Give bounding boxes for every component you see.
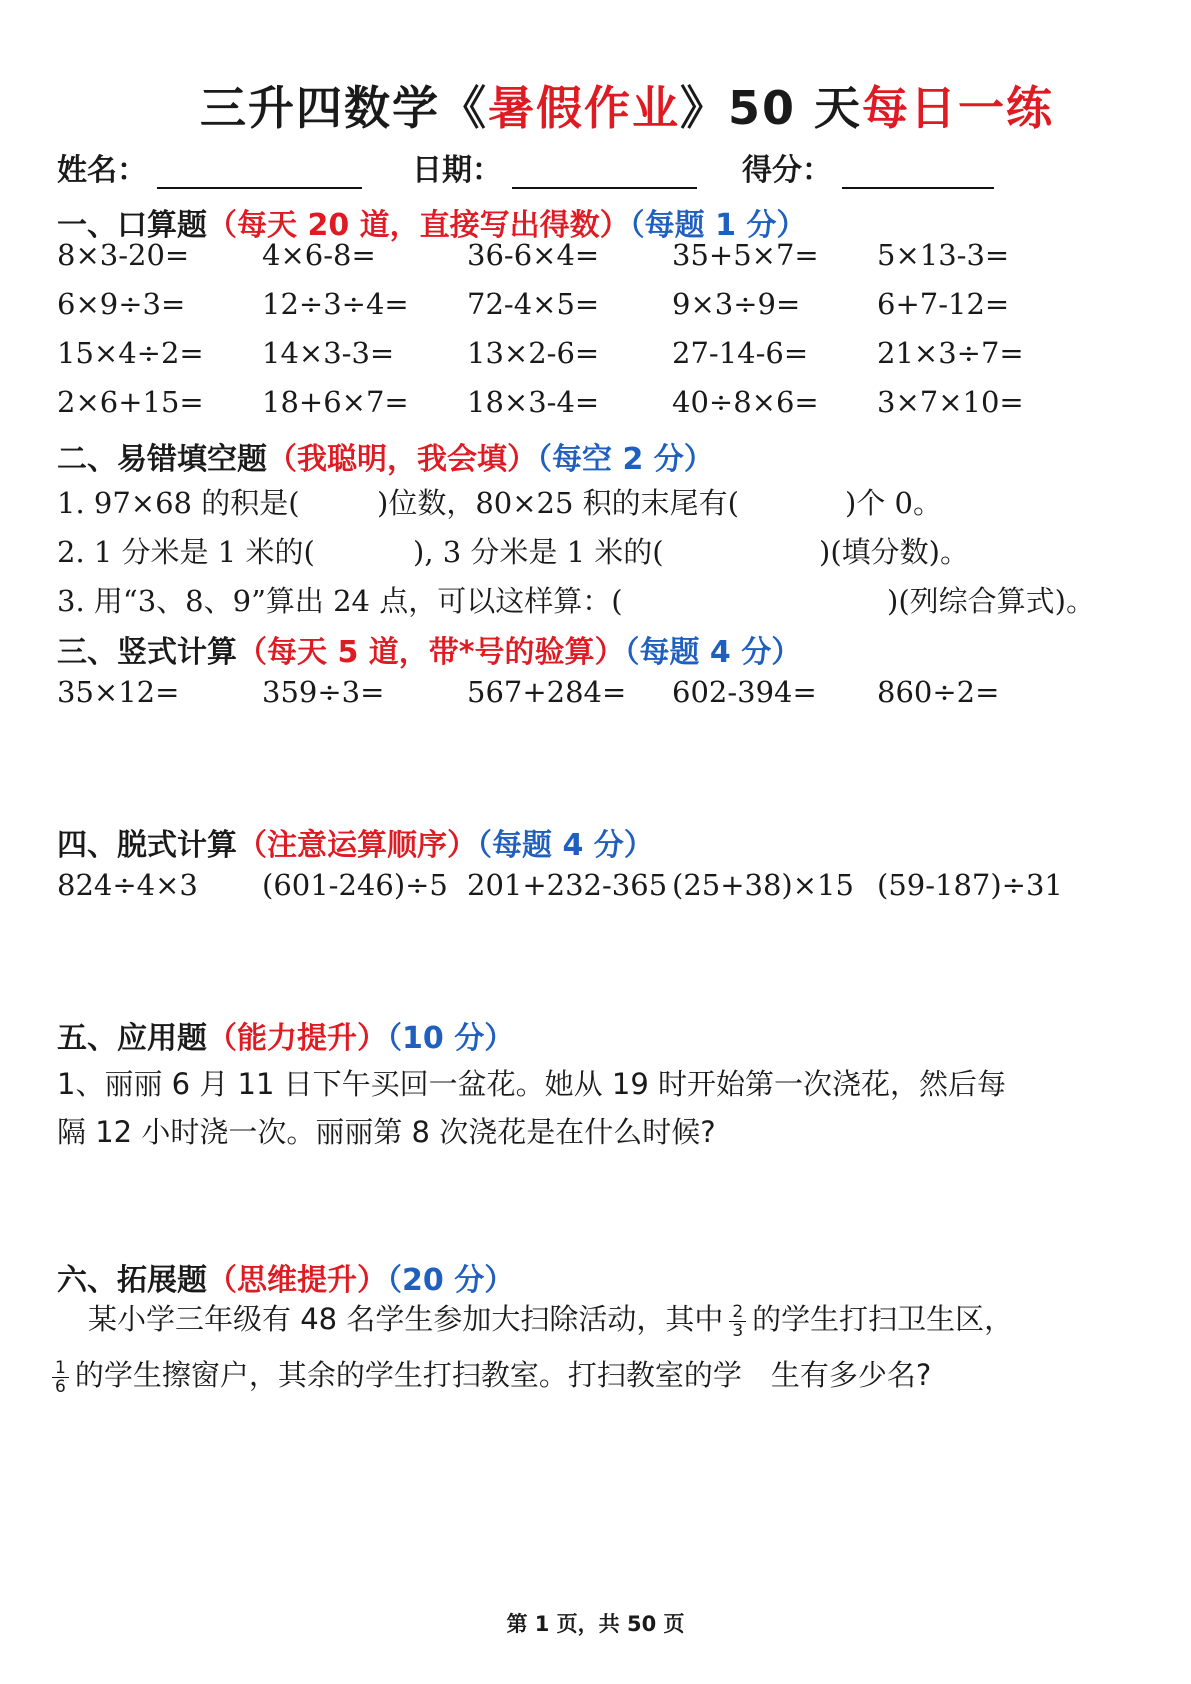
mental-item: 15×4÷2= (57, 336, 204, 370)
mental-item: 9×3÷9= (672, 287, 801, 321)
vertical-calc-row (57, 675, 1157, 719)
stepwise-item: 824÷4×3 (57, 868, 198, 902)
mental-item: 35+5×7= (672, 238, 819, 272)
mental-item: 14×3-3= (262, 336, 395, 370)
mental-row (57, 336, 1157, 380)
mental-row (57, 287, 1157, 331)
word-problem-line-2: 隔 12 小时浇一次。丽丽第 8 次浇花是在什么时候? (57, 1115, 716, 1149)
fraction-two-thirds (729, 1303, 746, 1340)
fill-text: 1. 97×68 的积是( (57, 486, 300, 520)
section-note: （每天 20 道，直接写出得数） (207, 208, 630, 243)
section-points: （每题 4 分） (477, 828, 654, 863)
title-part-3: 》50 天 (680, 81, 863, 135)
section-label: 四、脱式计算 (57, 828, 237, 863)
mental-item: 36-6×4= (467, 238, 600, 272)
page-title (200, 72, 1054, 138)
stepwise-item: (601-246)÷5 (262, 868, 448, 902)
name-field[interactable] (57, 145, 362, 189)
section-label: 一、口算题 (57, 208, 207, 243)
stepwise-item: (25+38)×15 (672, 868, 854, 902)
mental-row (57, 238, 1157, 282)
section-points: （20 分） (387, 1263, 515, 1298)
extension-text: 的学生打扫卫生区， (752, 1302, 1014, 1336)
date-field[interactable] (412, 145, 697, 189)
fraction-numerator: 1 (52, 1359, 69, 1378)
fill-text: ), 3 分米是 1 米的( (413, 535, 664, 569)
fill-text: )位数，80×25 积的末尾有( (377, 486, 739, 520)
fraction-numerator: 2 (729, 1303, 746, 1322)
mental-item: 12÷3÷4= (262, 287, 409, 321)
fill-text: )(填分数)。 (819, 535, 969, 569)
vertical-item: 35×12= (57, 675, 180, 709)
date-label: 日期： (412, 153, 502, 188)
section-heading-5 (57, 1013, 514, 1057)
date-blank[interactable] (512, 153, 697, 189)
fill-text: )(列综合算式)。 (887, 584, 1095, 618)
title-part-2: 暑假作业 (488, 81, 680, 135)
mental-item: 4×6-8= (262, 238, 376, 272)
mental-item: 18×3-4= (467, 385, 600, 419)
mental-row (57, 385, 1157, 429)
fill-text: 3. 用“3、8、9”算出 24 点，可以这样算：( (57, 584, 623, 618)
mental-item: 6×9÷3= (57, 287, 186, 321)
fill-question-1 (57, 481, 1157, 525)
name-label: 姓名： (57, 153, 147, 188)
mental-item: 6+7-12= (877, 287, 1010, 321)
name-blank[interactable] (157, 153, 362, 189)
extension-text: 某小学三年级有 48 名学生参加大扫除活动，其中 (88, 1302, 724, 1336)
page-footer: 第 1 页，共 50 页 (506, 1612, 685, 1636)
section-note: （注意运算顺序） (237, 828, 477, 863)
extension-line-2 (52, 1353, 931, 1396)
mental-item: 21×3÷7= (877, 336, 1024, 370)
score-blank[interactable] (842, 153, 994, 189)
section-note: （能力提升） (207, 1021, 387, 1056)
extension-line-1 (88, 1297, 1013, 1340)
section-note: （每天 5 道，带*号的验算） (237, 635, 625, 670)
section-note: （思维提升） (207, 1263, 387, 1298)
section-points: （每题 1 分） (629, 208, 807, 243)
fraction-denominator: 6 (55, 1376, 66, 1397)
section-heading-2 (57, 434, 714, 478)
vertical-item: 860÷2= (877, 675, 1000, 709)
word-problem-line-1: 1、丽丽 6 月 11 日下午买回一盆花。她从 19 时开始第一次浇花，然后每 (57, 1067, 1007, 1101)
score-label: 得分： (742, 153, 832, 188)
fraction-one-sixth (52, 1359, 69, 1396)
section-points: （每题 4 分） (624, 635, 802, 670)
mental-item: 3×7×10= (877, 385, 1024, 419)
extension-text: 的学生擦窗户，其余的学生打扫教室。打扫教室的学 生有多少名? (74, 1358, 932, 1392)
vertical-item: 602-394= (672, 675, 817, 709)
section-points: （每空 2 分） (537, 442, 714, 477)
section-label: 六、拓展题 (57, 1263, 207, 1298)
header-fields (57, 145, 1137, 193)
mental-item: 72-4×5= (467, 287, 600, 321)
vertical-item: 567+284= (467, 675, 627, 709)
fill-text: )个 0。 (845, 486, 942, 520)
section-label: 二、易错填空题 (57, 442, 267, 477)
mental-item: 13×2-6= (467, 336, 600, 370)
title-part-1: 三升四数学《 (200, 81, 488, 135)
fill-text: 2. 1 分米是 1 米的( (57, 535, 315, 569)
section-heading-6 (57, 1255, 514, 1299)
fraction-denominator: 3 (732, 1320, 744, 1341)
stepwise-item: (59-187)÷31 (877, 868, 1063, 902)
fill-question-2 (57, 530, 1157, 574)
mental-item: 40÷8×6= (672, 385, 819, 419)
section-heading-4 (57, 820, 654, 864)
section-heading-3 (57, 627, 801, 671)
section-note: （我聪明，我会填） (267, 442, 537, 477)
mental-item: 2×6+15= (57, 385, 204, 419)
fill-question-3 (57, 579, 1157, 623)
mental-item: 18+6×7= (262, 385, 409, 419)
score-field[interactable] (742, 145, 994, 189)
vertical-item: 359÷3= (262, 675, 385, 709)
stepwise-item: 201+232-365 (467, 868, 668, 902)
mental-item: 8×3-20= (57, 238, 190, 272)
section-label: 三、竖式计算 (57, 635, 237, 670)
section-points: （10 分） (387, 1021, 515, 1056)
mental-item: 5×13-3= (877, 238, 1010, 272)
stepwise-calc-row (57, 868, 1157, 912)
section-label: 五、应用题 (57, 1021, 207, 1056)
mental-item: 27-14-6= (672, 336, 809, 370)
title-part-4: 每日一练 (862, 81, 1055, 135)
